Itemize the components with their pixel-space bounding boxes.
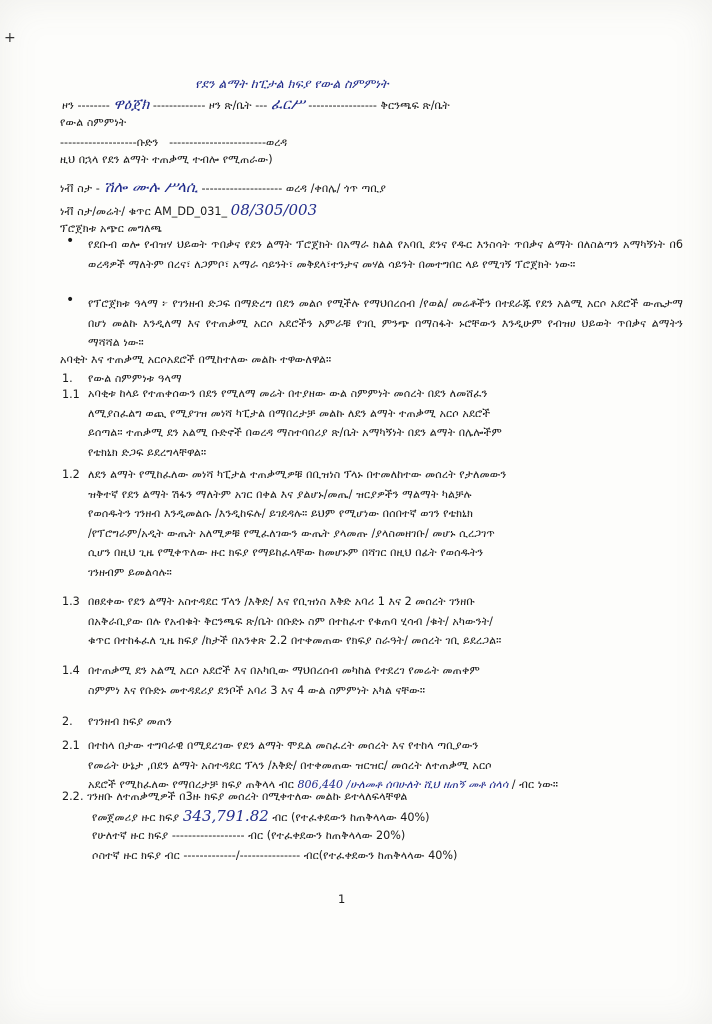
- bullet-dot: •: [66, 233, 75, 249]
- header-row-4: ዚህ በኋላ የደን ልማት ተጠቃሚ ተብሎ የሚጠራው): [60, 153, 273, 166]
- summary-heading: ፕሮጀክቱ አጭር መግለጫ: [60, 222, 163, 235]
- clause-2-1-number: 2.1: [62, 739, 80, 752]
- header-row-2: የውል ስምምነት: [60, 116, 127, 129]
- clause-1-4-number: 1.4: [62, 664, 80, 677]
- handwritten-title: የደን ልማት ከፒታል ክፍያ የውል ስምምነት: [195, 76, 389, 91]
- payment-row-3: ሶስተኛ ዙር ክፍያ ብር -------------/--------------- ብር(የተፈቀደውን ከጠቅላላው 40%): [92, 849, 458, 862]
- bullet-1: የደቡብ ወሎ የብዝሃ ህይወት ጥበቃና የደን ልማት ፕሮጀክት በአማራ ክልል የአባቢ ደንና የዱር እንስሳት ጥበቃና ልማት በለስልጣን አማካኝነት በ6 ወረዳዎች ማለትም በረና፣ ለጋምቦ፣ አማራ ሳይንት፣ መቅደላ፣ተንታና መሃል ሳይንት በመተግበር ላይ የሚገኝ ፕሮጀክት ነው።: [88, 238, 683, 271]
- clause-2-2-number: 2.2: [62, 790, 80, 803]
- header-row-6: ነቭ ስታ/መሬት/ ቁጥር AM_DD_031_ 08/305/003: [60, 201, 318, 219]
- section-2-title: የገንዘብ ክፍያ መጠን: [88, 715, 172, 728]
- handwritten-total-amount: 806,440 /ሁለመቶ ሰባሁለት ሺህ ዘጠኝ መቶ ሰላሳ: [297, 778, 509, 791]
- clause-1-2-number: 1.2: [62, 468, 80, 481]
- row1-prefix: ዞን: [62, 99, 74, 112]
- clause-1-1-number: 1.1: [62, 388, 80, 401]
- row6-handwritten-number: 08/305/003: [230, 201, 318, 219]
- section-1-title: የውል ስምምነቱ ዓላማ: [88, 372, 182, 385]
- clause-1-4: በተጠቃሚ ደን አልሚ አርሶ አደሮች እና በአካቢው ማህበረሰብ መካከል የተደረገ የመሬት መጠቀም ስምምነ እና የቡድኑ መተዳደሪያ ደንቦች አባሪ 3 እና 4 ውል ስምምነት አካል ናቸው።: [88, 664, 480, 697]
- header-row-3: -------------------ቡድን ------------------------ወረዳ: [60, 136, 288, 149]
- row1-handwritten-woreda: ፈርሥ: [270, 95, 305, 113]
- scan-mark: +: [4, 30, 16, 46]
- row1-woreda-label: ዞን ጽ/ቤት: [208, 99, 252, 112]
- clause-1-3: በፀደቀው የደን ልማት አስተዳደር ፕላን /እቅድ/ እና የቢዝነስ እቅድ አባሪ 1 እና 2 መሰረት ገንዘቡ በአቅራቢያው በሉ የአብቁት ቅርንጫፍ ጽ/ቤት በቡድኑ ስም በተከፈተ የቁጠባ ሂሳብ /ቁት/ አካውንት/ ቁጥር በተከፋፈለ ጊዜ ክፍያ /ከታች በአንቀጽ 2.2 በተቀመጠው የክፍያ ስራዓት/ መሰረት ገቢ ይደረጋል።: [88, 595, 502, 647]
- header-row-1: ዞን -------- ዋዕጀክ ------------- ዞን ጽ/ቤት --- ፈርሥ ----------------- ቅርንጫፍ ጽ/ቤት: [62, 95, 450, 113]
- row1-suffix: ቅርንጫፍ ጽ/ቤት: [380, 99, 450, 112]
- section-2-number: 2.: [62, 715, 73, 728]
- clause-1-1: አባቂቱ ከላይ የተጠቀሰውን በደን የሚለማ መሬት በተያዘው ውል ስምምነት መሰረት በደን ለመሸፈን ለሚያስፈልግ ወጪ የሚያገዝ መነሻ ካፒታል በማበረታቻ መልኩ ለደን ልማት ተጠቃሚ አርሶ አደሮች ይሰጣል። ተጠቃሚ ደን አልሚ ቡድኖች በወረዳ ማስተባበሪያ ጽ/ቤት አማካኝነት በደን ልማት በሌሎችም የቴክኒክ ድጋፍ ይደረግላቸዋል።: [88, 387, 502, 459]
- clause-2-2-intro: . ገንዘቡ ለተጠቃሚዎች በ3ዙ ክፍያ መሰረት በሚቀተለው መልኩ ይተላለፍላቸዋል: [80, 790, 408, 803]
- bullet-2: የፕሮጀክቱ ዓላማ ፦ የገንዘብ ድጋፍ በማድረግ በደን መልሶ የሚችሉ የማህበረሰብ /የወል/ መሬቶችን በተደራጁ የደን አልሚ አርሶ አደሮች ውጤታማ በሆነ መልኩ እንዲለማ እና የተጠቃሚ አርሶ አደሮችን አምራቹ የገቢ ምንጭ በማስፋት ኑሮቸውን እንዲሁም የብዝሀ ህይወት ጥበቃና ልማትን ማሻሻል ነው።: [88, 297, 683, 349]
- handwritten-first-payment: 343,791.82: [182, 807, 269, 825]
- clause-1-3-number: 1.3: [62, 595, 80, 608]
- bullet-dot: •: [66, 292, 75, 308]
- after-bullets-text: አባቂት እና ተጠቃሚ አርሶአደሮች በሚከተለው መልኩ ተዋውለዋል።: [60, 353, 332, 366]
- clause-2-1: በተከላ በታው ተግባራዊ በሚደረገው የደን ልማት ሞዴል መስፈረት መሰረት እና የተከላ ጣቢያውን የመሬት ሁኔታ ,በደን ልማት አስተዳደር ፕላን /እቅድ/ በተቀመጠው ዝርዝር/ መሰረት ለተጠቃሚ አርሶ አደሮች የሚከፈለው የማበረታቻ ክፍያ ጠቅላላ ብር 806,440 /ሁለመቶ ሰባሁለት ሺህ ዘጠኝ መቶ ሰላሳ / ብር ነው።: [88, 739, 559, 791]
- clause-1-2: ለደን ልማት የሚከፈለው መነሻ ካፒታል ተጠቃሚዎቹ በቢዝነስ ፕላኑ በተመለከተው መሰረት የታለመውን ዝቅተኛ የደን ልማት ሽፋን ማለትም አገር በቀል እና ያልሆኑ/መጤ/ ዝርያዎችን ማልማት ካልቻሉ የወሰዱትን ገንዘብ እንዲመልሱ /እንዲከፍሉ/ ይገደዳሉ። ይህም የሚሆነው በሰበተኛ ወገን የቴክኒክ /የፕሮግራም/አዲት ውጤት አለሚዎቹ የሚፈለገውን ውጤት ያላመጡ /ያላስመዘገቡ/ መሆኑ ሲረጋገጥ ሲሆን በዚህ ጊዜ የሚቀጥለው ዙር ክፍያ የማይከፈላቸው ከመሆኑም በሻገር በዚህ በፊት የወሰዱትን ገንዘብም ይመልሳሉ።: [88, 468, 507, 579]
- payment-row-1: የመጀመሪያ ዙር ክፍያ 343,791.82 ብር (የተፈቀደውን ከጠቅላላው 40%): [92, 807, 430, 825]
- row1-handwritten-zone: ዋዕጀክ: [113, 95, 150, 113]
- page-number: 1: [338, 892, 346, 906]
- row5-handwritten-name: ሽሎ ሙሉ ሥላሲ: [103, 178, 198, 196]
- header-row-5: ነቭ ስታ - ሽሎ ሙሉ ሥላሲ -------------------- ወረዳ /ቀበሌ/ ጎጥ ጣቢያ: [60, 178, 386, 196]
- section-1-number: 1.: [62, 372, 73, 385]
- payment-row-2: የሁለተኛ ዙር ክፍያ ------------------ ብር (የተፈቀደውን ከጠቅላላው 20%): [92, 829, 406, 842]
